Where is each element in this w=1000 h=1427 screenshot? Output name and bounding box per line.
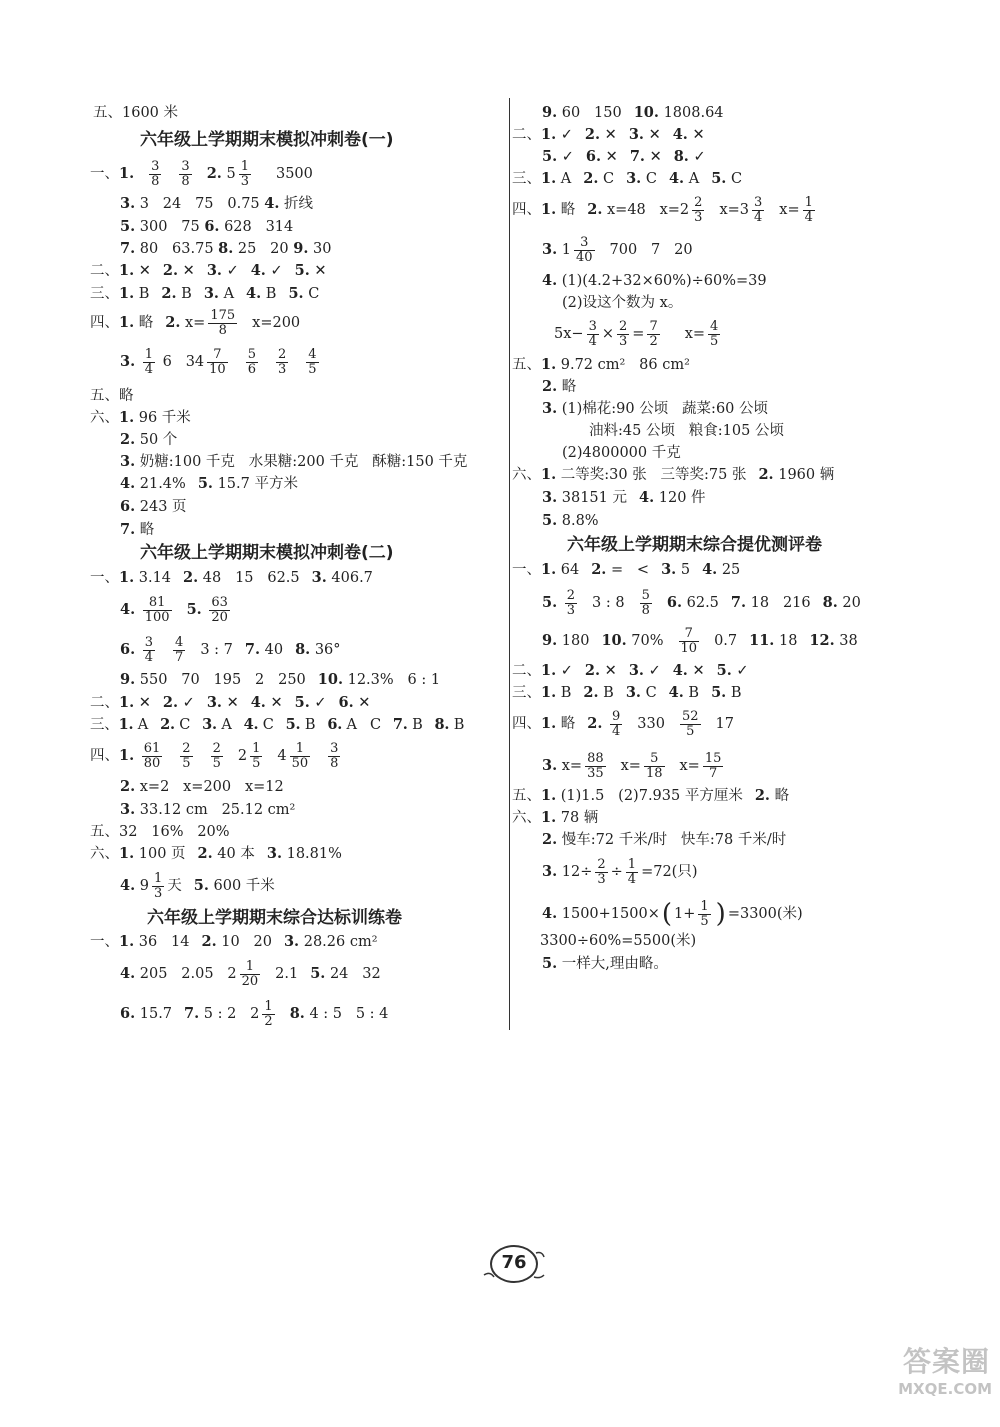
- fraction: $\frac{9}{4}$: [612, 709, 621, 739]
- fraction: $\frac{1}{5}$: [252, 741, 261, 771]
- fraction: $\frac{1}{2}$: [264, 999, 273, 1029]
- fraction: $\frac{1}{4}$: [144, 347, 154, 377]
- fraction: $\frac{1}{5}$: [700, 899, 709, 929]
- answer-line: 四、1. 略 2. x=48 x=2 $\frac{2}{3}$ x=3 $\frac{3}{4}$ x= $\frac{1}{4}$: [512, 195, 813, 225]
- fraction: $\frac{3}{4}$: [144, 635, 154, 665]
- fraction: $\frac{2}{5}$: [212, 741, 221, 771]
- section-title: 六年级上学期期末模拟冲刺卷(一): [140, 130, 394, 150]
- answer-line: 3. 1 $\frac{3}{40}$ 700 7 20: [542, 235, 693, 265]
- answer-line: 四、1. $\frac{61}{80}$ $\frac{2}{5}$ $\frac{2}{5}$ 2 $\frac{1}{5}$ 4 $\frac{1}{50}$ $\frac{3}{8}$: [90, 741, 339, 771]
- section-title: 六年级上学期期末综合达标训练卷: [147, 908, 402, 928]
- fraction: $\frac{88}{35}$: [587, 751, 604, 781]
- fraction: $\frac{2}{3}$: [597, 857, 606, 887]
- answer-line: 六、1. 100 页 2. 40 本 3. 18.81%: [90, 845, 342, 862]
- watermark-url: MXQE.COM: [898, 1380, 992, 1398]
- fraction: $\frac{3}{8}$: [181, 159, 190, 189]
- answer-line: 3. (1)棉花:90 公顷 蔬菜:60 公顷: [542, 400, 769, 417]
- fraction: $\frac{2}{3}$: [694, 195, 703, 225]
- answer-line: 三、1. A 2. C 3. A 4. C 5. B 6. A C 7. B 8. B: [90, 716, 465, 733]
- answer-line: 3. x= $\frac{88}{35}$ x= $\frac{5}{18}$ x= $\frac{15}{7}$: [542, 751, 722, 781]
- fraction: $\frac{1}{3}$: [153, 871, 163, 901]
- section-title: 六年级上学期期末综合提优测评卷: [567, 535, 822, 555]
- answer-line: 6. 15.7 7. 5 : 2 2 $\frac{1}{2}$ 8. 4 : 5 5 : 4: [120, 999, 389, 1029]
- answer-line: 二、1. ✓ 2. ✕ 3. ✕ 4. ✕: [512, 126, 705, 143]
- fraction: $\frac{61}{80}$: [143, 741, 161, 771]
- answer-line: 2. x=2 x=200 x=12: [120, 778, 284, 795]
- answer-line: 一、1. 64 2. = < 3. 5 4. 25: [512, 561, 741, 578]
- answer-line: 三、1. A 2. C 3. C 4. A 5. C: [512, 170, 743, 187]
- fraction: $\frac{2}{3}$: [619, 319, 628, 349]
- answer-line: 五、1. 9.72 cm² 86 cm²: [512, 356, 690, 373]
- answer-line: 五、1. (1)1.5 (2)7.935 平方厘米 2. 略: [512, 787, 790, 804]
- answer-line: 9. 550 70 195 2 250 10. 12.3% 6 : 1: [120, 671, 441, 688]
- answer-line: 4. 205 2.05 2 $\frac{1}{20}$ 2.1 5. 24 32: [120, 959, 381, 989]
- page-number-badge: [478, 1245, 548, 1281]
- answer-line: 6. 243 页: [120, 498, 187, 515]
- answer-line: 5. $\frac{2}{3}$ 3 : 8 $\frac{5}{8}$ 6. 62.5 7. 18 216 8. 20: [542, 588, 861, 618]
- answer-line: 4. 9 $\frac{1}{3}$ 天 5. 600 千米: [120, 871, 275, 901]
- fraction: $\frac{4}{7}$: [175, 635, 184, 665]
- answer-line: 六、1. 96 千米: [90, 409, 191, 426]
- answer-line: 四、1. 略 2. x= $\frac{175}{8}$ x=200: [90, 308, 301, 338]
- answer-line: 一、1. $\frac{3}{8}$ $\frac{3}{8}$ 2. 5 $\frac{1}{3}$ 3500: [90, 159, 313, 189]
- fraction: $\frac{52}{5}$: [681, 709, 699, 739]
- fraction: $\frac{2}{3}$: [566, 588, 576, 618]
- answer-line: 4. 1500+1500×( 1+ $\frac{1}{5}$ ) =3300(米): [542, 899, 803, 930]
- fraction: $\frac{2}{3}$: [277, 347, 287, 377]
- answer-line: 六、1. 二等奖:30 张 三等奖:75 张 2. 1960 辆: [512, 466, 835, 483]
- answer-line: (2)设这个数为 x。: [562, 295, 683, 311]
- column-divider: [509, 98, 510, 1030]
- answer-line: 7. 80 63.75 8. 25 20 9. 30: [120, 240, 332, 257]
- answer-line: 5. 一样大,理由略。: [542, 955, 668, 972]
- answer-line: 3. 奶糖:100 千克 水果糖:200 千克 酥糖:150 千克: [120, 453, 468, 470]
- fraction: $\frac{63}{20}$: [211, 595, 228, 625]
- fraction: $\frac{3}{8}$: [151, 159, 160, 189]
- fraction: $\frac{4}{5}$: [710, 319, 719, 349]
- answer-line: 五、32 16% 20%: [90, 824, 230, 840]
- fraction: $\frac{3}{4}$: [754, 195, 763, 225]
- answer-line: 2. 50 个: [120, 431, 178, 448]
- answer-line: 7. 略: [120, 521, 155, 538]
- fraction: $\frac{81}{100}$: [144, 595, 170, 625]
- answer-line: 3. 38151 元 4. 120 件: [542, 489, 706, 506]
- page-number: 76: [501, 1252, 527, 1273]
- answer-line: 二、1. ✕ 2. ✕ 3. ✓ 4. ✓ 5. ✕: [90, 262, 327, 279]
- fraction: $\frac{5}{6}$: [247, 347, 256, 377]
- answer-line: 5. 8.8%: [542, 512, 599, 529]
- fraction: $\frac{7}{10}$: [209, 347, 226, 377]
- answer-line: 9. 180 10. 70% $\frac{7}{10}$ 0.7 11. 18 12. 38: [542, 626, 858, 656]
- fraction: $\frac{15}{7}$: [704, 751, 722, 781]
- answer-line: 2. 略: [542, 378, 577, 395]
- answer-line: 油料:45 公顷 粮食:105 公顷: [589, 423, 784, 439]
- fraction: $\frac{3}{8}$: [330, 741, 339, 771]
- section-title: 六年级上学期期末模拟冲刺卷(二): [140, 543, 394, 563]
- fraction: $\frac{5}{8}$: [641, 588, 650, 618]
- answer-line: 六、1. 78 辆: [512, 809, 599, 826]
- answer-line: 4. (1)(4.2+32×60%)÷60%=39: [542, 272, 767, 289]
- answer-line: 4. $\frac{81}{100}$ 5. $\frac{63}{20}$: [120, 595, 228, 625]
- fraction: $\frac{7}{2}$: [649, 319, 658, 349]
- answer-line: 5. 300 75 6. 628 314: [120, 218, 294, 235]
- answer-line: 五、1600 米: [93, 105, 179, 121]
- fraction: $\frac{7}{10}$: [680, 626, 698, 656]
- answer-line: 三、1. B 2. B 3. C 4. B 5. B: [512, 684, 742, 701]
- answer-line: 四、1. 略 2. $\frac{9}{4}$ 330 $\frac{52}{5}$ 17: [512, 709, 734, 739]
- answer-line: 4. 21.4% 5. 15.7 平方米: [120, 475, 298, 492]
- answer-line: 6. $\frac{3}{4}$ $\frac{4}{7}$ 3 : 7 7. 40 8. 36°: [120, 635, 341, 665]
- answer-line: 二、1. ✕ 2. ✓ 3. ✕ 4. ✕ 5. ✓ 6. ✕: [90, 694, 371, 711]
- answer-line: (2)4800000 千克: [562, 445, 681, 461]
- answer-line: 2. 慢车:72 千米/时 快车:78 千米/时: [542, 831, 787, 848]
- fraction: $\frac{4}{5}$: [308, 347, 317, 377]
- answer-line: 5x− $\frac{3}{4}$ × $\frac{2}{3}$ = $\frac{7}{2}$ x= $\frac{4}{5}$: [554, 319, 719, 349]
- answer-line: 三、1. B 2. B 3. A 4. B 5. C: [90, 285, 320, 302]
- answer-line: 3. $\frac{1}{4}$ 6 34 $\frac{7}{10}$ $\frac{5}{6}$ $\frac{2}{3}$ $\frac{4}{5}$: [120, 347, 317, 377]
- answer-line: 3. 3 24 75 0.75 4. 折线: [120, 195, 314, 212]
- answer-line: 五、略: [90, 388, 134, 404]
- answer-line: 3. 12÷ $\frac{2}{3}$ ÷ $\frac{1}{4}$ =72(只): [542, 857, 698, 887]
- answer-line: 一、1. 3.14 2. 48 15 62.5 3. 406.7: [90, 569, 373, 586]
- fraction: $\frac{1}{3}$: [240, 159, 249, 189]
- answer-line: 5. ✓ 6. ✕ 7. ✕ 8. ✓: [542, 148, 706, 165]
- fraction: $\frac{1}{4}$: [627, 857, 637, 887]
- fraction: $\frac{1}{50}$: [291, 741, 309, 771]
- fraction: $\frac{1}{20}$: [241, 959, 259, 989]
- fraction: $\frac{3}{4}$: [588, 319, 597, 349]
- fraction: $\frac{2}{5}$: [182, 741, 191, 771]
- fraction: $\frac{1}{4}$: [804, 195, 813, 225]
- fraction: $\frac{5}{18}$: [645, 751, 663, 781]
- answer-line: 一、1. 36 14 2. 10 20 3. 28.26 cm²: [90, 933, 378, 950]
- fraction: $\frac{3}{40}$: [575, 235, 593, 265]
- answer-line: 3300÷60%=5500(米): [540, 933, 697, 949]
- answer-line: 二、1. ✓ 2. ✕ 3. ✓ 4. ✕ 5. ✓: [512, 662, 749, 679]
- answer-line: 9. 60 150 10. 1808.64: [542, 104, 724, 121]
- watermark-title: 答案圈: [902, 1345, 990, 1378]
- watermark: [860, 1340, 1000, 1420]
- answer-line: 3. 33.12 cm 25.12 cm²: [120, 801, 296, 818]
- fraction: $\frac{175}{8}$: [210, 308, 236, 338]
